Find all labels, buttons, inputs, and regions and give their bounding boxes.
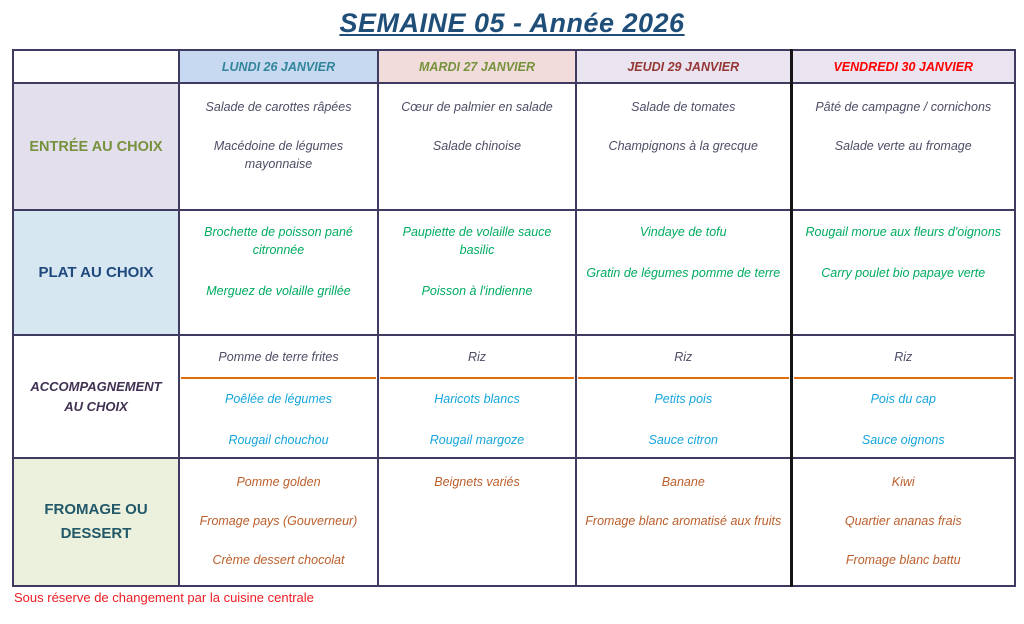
menu-table bbox=[12, 49, 1016, 587]
feculent-item: Riz bbox=[894, 349, 913, 364]
row-label-entree: ENTRÉE AU CHOIX bbox=[13, 83, 179, 210]
accompagnement-cell-lundi bbox=[179, 335, 378, 458]
dessert-cell-vendredi bbox=[791, 458, 1015, 586]
plat-cell-jeudi bbox=[576, 210, 791, 335]
footer-note: Sous réserve de changement par la cuisine centrale bbox=[14, 590, 314, 605]
feculent-item: Pomme de terre frites bbox=[218, 349, 339, 364]
feculent-item: Riz bbox=[467, 349, 487, 364]
entree-row bbox=[13, 83, 1015, 210]
dessert-row bbox=[13, 458, 1015, 586]
dessert-item: Banane bbox=[661, 475, 705, 489]
legume-item: Poêlée de légumes bbox=[224, 392, 333, 406]
dessert-item: Beignets variés bbox=[434, 475, 520, 489]
entree-cell-vendredi bbox=[791, 83, 1015, 210]
dessert-item: Fromage pays (Gouverneur) bbox=[199, 514, 358, 529]
page-title: SEMAINE 05 - Année 2026 bbox=[339, 8, 685, 38]
entree-item: Cœur de palmier en salade bbox=[401, 100, 553, 114]
day-header-row bbox=[13, 50, 1015, 83]
day-header-mardi: MARDI 27 JANVIER bbox=[378, 50, 576, 83]
dessert-cell-mardi bbox=[378, 458, 576, 586]
plat-item: Carry poulet bio papaye verte bbox=[821, 266, 986, 281]
entree-item: Macédoine de légumes mayonnaise bbox=[213, 139, 344, 172]
feculent-band bbox=[794, 337, 1014, 379]
dessert-item: Kiwi bbox=[891, 475, 915, 489]
plat-item: Merguez de volaille grillée bbox=[206, 284, 351, 299]
entree-cell-jeudi bbox=[576, 83, 791, 210]
plat-cell-vendredi bbox=[791, 210, 1015, 335]
row-label-plat: PLAT AU CHOIX bbox=[13, 210, 179, 335]
accompagnement-cell-mardi bbox=[378, 335, 576, 458]
plat-item: Paupiette de volaille sauce basilic bbox=[402, 225, 552, 258]
legume-item: Pois du cap bbox=[870, 392, 936, 406]
plat-cell-mardi bbox=[378, 210, 576, 335]
plat-row bbox=[13, 210, 1015, 335]
dessert-item: Crème dessert chocolat bbox=[212, 553, 345, 568]
legume-item: Sauce oignons bbox=[861, 433, 945, 448]
plat-item: Rougail morue aux fleurs d'oignons bbox=[805, 225, 1002, 239]
accompagnement-cell-vendredi bbox=[791, 335, 1015, 458]
entree-item: Salade de carottes râpées bbox=[205, 100, 352, 114]
entree-cell-mardi bbox=[378, 83, 576, 210]
entree-item: Champignons à la grecque bbox=[608, 139, 758, 154]
day-header-lundi: LUNDI 26 JANVIER bbox=[179, 50, 378, 83]
feculent-band bbox=[578, 337, 789, 379]
dessert-cell-jeudi bbox=[576, 458, 791, 586]
plat-cell-lundi bbox=[179, 210, 378, 335]
dessert-item: Fromage blanc aromatisé aux fruits bbox=[585, 514, 782, 529]
plat-item: Vindaye de tofu bbox=[639, 225, 727, 239]
entree-cell-lundi bbox=[179, 83, 378, 210]
entree-item: Salade verte au fromage bbox=[834, 139, 972, 154]
legume-item: Rougail margoze bbox=[429, 433, 525, 448]
legume-item: Haricots blancs bbox=[434, 392, 520, 406]
row-label-accompagnement: ACCOMPAGNEMENT AU CHOIX bbox=[13, 335, 179, 458]
dessert-item: Quartier ananas frais bbox=[844, 514, 962, 529]
dessert-item: Fromage blanc battu bbox=[845, 553, 961, 568]
legume-item: Rougail chouchou bbox=[228, 433, 329, 448]
entree-item: Pâté de campagne / cornichons bbox=[815, 100, 992, 114]
accompagnement-cell-jeudi bbox=[576, 335, 791, 458]
accompagnement-row bbox=[13, 335, 1015, 458]
dessert-cell-lundi bbox=[179, 458, 378, 586]
dessert-item: Pomme golden bbox=[236, 475, 321, 489]
day-header-jeudi: JEUDI 29 JANVIER bbox=[576, 50, 791, 83]
entree-item: Salade chinoise bbox=[432, 139, 522, 154]
row-label-dessert: FROMAGE OU DESSERT bbox=[13, 458, 179, 586]
feculent-band bbox=[380, 337, 574, 379]
plat-item: Gratin de légumes pomme de terre bbox=[586, 266, 781, 281]
corner-cell bbox=[13, 50, 179, 83]
day-header-vendredi: VENDREDI 30 JANVIER bbox=[791, 50, 1015, 83]
feculent-item: Riz bbox=[674, 349, 693, 364]
feculent-band bbox=[181, 337, 376, 379]
plat-item: Poisson à l'indienne bbox=[421, 284, 533, 299]
legume-item: Sauce citron bbox=[648, 433, 718, 448]
legume-item: Petits pois bbox=[654, 392, 713, 406]
plat-item: Brochette de poisson pané citronnée bbox=[204, 225, 353, 258]
entree-item: Salade de tomates bbox=[631, 100, 736, 114]
